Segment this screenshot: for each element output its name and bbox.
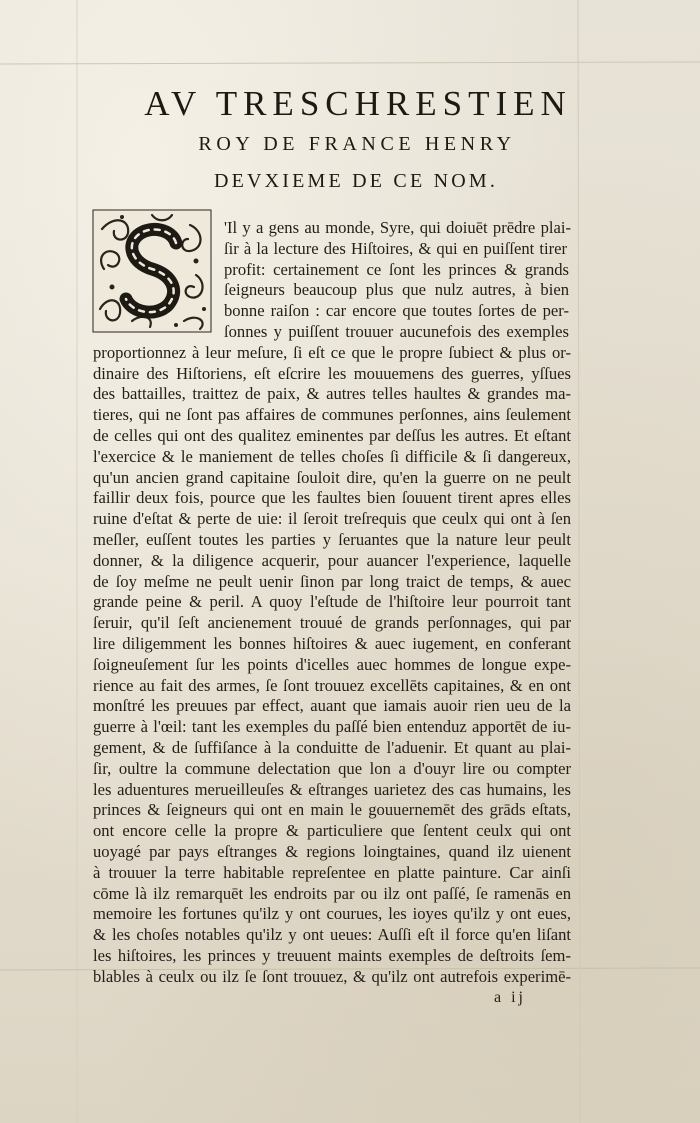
body-line: monſtré les preuues par effect, auant que iamais auoir rien ueu de la [93,696,571,716]
body-line: les hiſtoires, les princes y treuuent maints exemples de deſtroits ſem- [93,946,571,965]
body-line: & les choſes notables qu'ilz y ont ueues: Auſſi eſt il force qu'en liſant [93,925,571,945]
body-line: memoire les fortunes qu'ilz y ont courues, les ioyes qu'ilz y ont eues, [93,904,571,924]
signature-mark: a ij [494,988,526,1006]
body-line: l'exercice & le maniement de telles choſes ſi difficile & ſi dangereux, [93,446,571,466]
body-line: à trouuer la terre habitable repreſentee en platte painture. Car ainſi [93,862,571,882]
body-line: grande peine & peril. A quoy l'eſtude de l'hiſtoire leur pourroit tant [93,592,571,612]
body-line: ſir, oultre la commune delectation que lon a d'ouyr lire ou compter [93,758,571,778]
body-line: profit: certainement ce ſont les princes & grands [224,259,569,279]
body-line: bonne raiſon : car encore que toutes ſortes de per- [224,301,569,321]
body-line: tieres, qui ne ſont pas affaires de communes perſonnes, ains ſeulement [93,405,571,425]
body-line: proportionnez à leur meſure, ſi eſt ce que le propre ſubiect & plus or- [93,342,571,362]
body-line: cōme là ilz remarquēt les endroits par ou ilz ont paſſé, ſe ramenās en [93,883,571,903]
body-line: ſir à la lecture des Hiſtoires, & qui en puiſſent tirer [224,238,567,258]
body-line: ſonnes y puiſſent trouuer aucunefois des exemples [224,322,569,341]
title-line-3: DEVXIEME DE CE NOM. [213,170,499,192]
body-line: rience au fait des armes, ſe ſont trouuez excellēts capitaines, & en ont [93,675,571,695]
body-line: ruine d'eſtat & perte de uie: il ſeroit treſrequis que ceulx qui ont à ſen [93,509,571,529]
body-line: lire diligemment les bonnes hiſtoires & auec iugement, en conferant [93,634,571,653]
body-line: ſeigneurs beaucoup plus que nulz autres, à bien [224,280,569,300]
title-line-1: AV TRESCHRESTIEN [144,84,572,123]
body-line: donner, & la diligence acquerir, pour auancer l'experience, laquelle [93,550,571,570]
body-line: ſeruir, qu'il ſeſt ancienement trouué de grands perſonnages, qui par [93,613,571,633]
body-line: ont encore celle la propre & particuliere que ſentent ceulx qui ont [93,821,571,841]
body-line: blables à ceulx ou ilz ſe ſont trouuez, & qu'ilz ont autrefois experimē- [93,966,571,986]
title-line-2: ROY DE FRANCE HENRY [198,133,516,155]
body-line: guerre à l'œil: tant les exemples du paſſé bien entenduz apportēt de iu- [93,717,571,737]
body-line: gement, & de ſuffiſance à la conduitte de l'aduenir. Et quant au plai- [93,738,571,757]
body-line: qu'un ancien grand capitaine ſouloit dire, qu'en la guerre on ne peult [93,467,571,487]
body-line: 'Il y a gens au monde, Syre, qui doiuēt prēdre plai- [224,218,571,237]
body-line: uoyagé par pays eſtranges & regions loingtaines, quand ilz uienent [93,842,571,861]
body-line: dinaire des Hiſtoriens, eſt eſcrire les mouuemens des guerres, yſſues [93,363,571,383]
body-line: ſoigneuſement ſur les points d'icelles auec hommes de longue expe- [93,654,571,674]
body-line: les aduentures merueilleuſes & eſtranges uarietez des cas humains, les [93,779,571,799]
body-line: de celles qui ont des qualitez eminentes par deſſus les autres. Et eſtant [93,426,571,445]
body-line: des battailles, traittez de paix, & autres telles haultes & grandes ma- [93,384,571,404]
body-line: de ſoy meſme ne peult uenir ſinon par long traict de temps, & auec [93,571,571,591]
body-line: faillir deux fois, pource que les faultes bien ſouuent tirent apres elles [93,488,571,508]
body-line: meſler, euſſent toutes les parties y ſeruantes que la nature leur peult [93,530,571,549]
body-line: princes & ſeigneurs qui ont en main le gouuernemēt des grāds eſtats, [93,800,571,820]
